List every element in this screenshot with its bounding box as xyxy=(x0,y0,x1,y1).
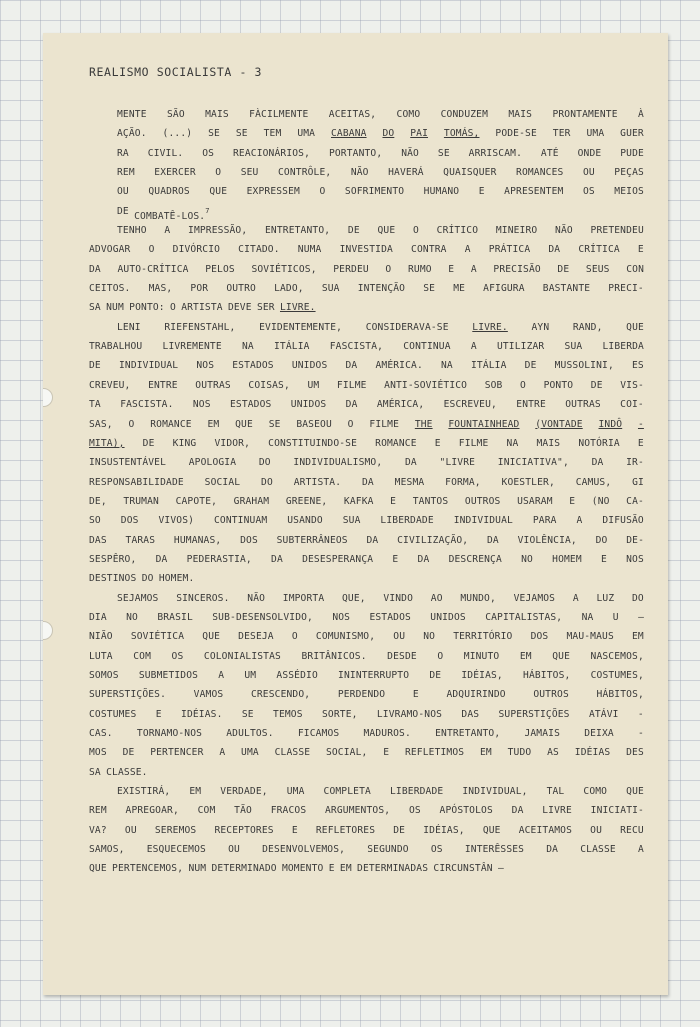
text-line: LENI RIEFENSTAHL, EVIDENTEMENTE, CONSIDERAVA-SE LIVRE. AYN RAND, QUE xyxy=(117,321,644,333)
text-line: LUTA COM OS COLONIALISTAS BRITÂNICOS. DESDE O MINUTO EM QUE NASCEMOS, xyxy=(89,650,644,662)
body-text xyxy=(89,105,644,879)
quote-line: OU QUADROS QUE EXPRESSEM O SOFRIMENTO HUMANO E APRESENTEM OS MEIOS xyxy=(117,186,644,198)
text-line: EXISTIRÁ, EM VERDADE, UMA COMPLETA LIBERDADE INDIVIDUAL, TAL COMO QUE xyxy=(117,786,644,798)
text-line: DIA NO BRASIL SUB-DESENSOLVIDO, NOS ESTADOS UNIDOS CAPITALISTAS, NA U — xyxy=(89,611,644,623)
paragraph xyxy=(89,318,644,589)
quote-line: REM EXERCER O SEU CONTRÔLE, NÃO HAVERÁ QUAISQUER ROMANCES OU PEÇAS xyxy=(117,167,644,179)
text-line: SOMOS SUBMETIDOS A UM ASSÉDIO ININTERRUPTO DE IDÉIAS, HÁBITOS, COSTUMES, xyxy=(89,669,644,681)
text-line: SAS, O ROMANCE EM QUE SE BASEOU O FILME THE FOUNTAINHEAD (VONTADE INDÔ - xyxy=(89,418,644,430)
text-line: REM APREGOAR, COM TÃO FRACOS ARGUMENTOS, OS APÓSTOLOS DA LIVRE INICIATI- xyxy=(89,805,644,817)
quote-line: MENTE SÃO MAIS FÀCILMENTE ACEITAS, COMO CONDUZEM MAIS PRONTAMENTE À xyxy=(117,109,644,120)
text-line: QUE PERTENCEMOS, NUM DETERMINADO MOMENTO E EM DETERMINADAS CIRCUNSTÂN — xyxy=(89,863,504,875)
text-line: RESPONSABILIDADE SOCIAL DO ARTISTA. DA MESMA FORMA, KOESTLER, CAMUS, GI xyxy=(89,476,644,488)
text-line: SAMOS, ESQUECEMOS OU DESENVOLVEMOS, SEGUNDO OS INTERÊSSES DA CLASSE A xyxy=(89,844,644,856)
text-line: DESTINOS DO HOMEM. xyxy=(89,573,195,585)
paragraph xyxy=(89,221,644,318)
text-line: NIÃO SOVIÉTICA QUE DESEJA O COMUNISMO, OU NO TERRITÓRIO DOS MAU-MAUS EM xyxy=(89,631,644,643)
text-line: DA AUTO-CRÍTICA PELOS SOVIÉTICOS, PERDEU O RUMO E A PRECISÃO DE SEUS CON xyxy=(89,263,644,275)
text-line: MOS DE PERTENCER A UMA CLASSE SOCIAL, E REFLETIMOS EM TUDO AS IDÉIAS DES xyxy=(89,747,644,759)
text-line: SA NUM PONTO: O ARTISTA DEVE SER LIVRE. xyxy=(89,302,316,314)
text-line: CEITOS. MAS, POR OUTRO LADO, SUA INTENÇÃO SE ME AFIGURA BASTANTE PRECI- xyxy=(89,283,644,295)
block-quote xyxy=(117,105,644,221)
text-line: ADVOGAR O DIVÓRCIO CITADO. NUMA INVESTIDA CONTRA A PRÁTICA DA CRÍTICA E xyxy=(89,244,644,256)
quote-line: RA CIVIL. OS REACIONÁRIOS, PORTANTO, NÃO SE ARRISCAM. ATÉ ONDE PUDE xyxy=(117,147,644,159)
text-line: DAS TARAS HUMANAS, DOS SUBTERRÂNEOS DA CIVILIZAÇÃO, DA VIOLÊNCIA, DO DE- xyxy=(89,534,644,546)
punch-hole-lower xyxy=(43,621,53,640)
text-line: CREVEU, ENTRE OUTRAS COISAS, UM FILME ANTI-SOVIÉTICO SOB O PONTO DE VIS- xyxy=(89,379,644,391)
text-line: TA FASCISTA. NOS ESTADOS UNIDOS DA AMÉRICA, ESCREVEU, ENTRE OUTRAS COI- xyxy=(89,399,644,411)
text-line: DE, TRUMAN CAPOTE, GRAHAM GREENE, KAFKA E TANTOS OUTROS USARAM E (NO CA- xyxy=(89,495,644,507)
text-line: MITA), DE KING VIDOR, CONSTITUINDO-SE ROMANCE E FILME NA MAIS NOTÓRIA E xyxy=(89,437,644,449)
page-header: REALISMO SOCIALISTA - 3 xyxy=(89,65,263,79)
text-line: SUPERSTIÇÕES. VAMOS CRESCENDO, PERDENDO E ADQUIRINDO OUTROS HÁBITOS, xyxy=(89,689,644,701)
quote-line: DE COMBATÊ-LOS.$^7$ xyxy=(117,205,210,222)
footnote-marker: 7 xyxy=(205,206,210,215)
typewritten-page xyxy=(43,33,668,995)
text-line: SESPÊRO, DA PEDERASTIA, DA DESESPERANÇA E DA DESCRENÇA NO HOMEM E NOS xyxy=(89,553,644,565)
text-line: TENHO A IMPRESSÃO, ENTRETANTO, DE QUE O CRÍTICO MINEIRO NÃO PRETENDEU xyxy=(117,225,644,237)
text-line: COSTUMES E IDÉIAS. SE TEMOS SORTE, LIVRAMO-NOS DAS SUPERSTIÇÕES ATÁVI - xyxy=(89,708,644,720)
quote-line: AÇÃO. (...) SE SE TEM UMA CABANA DO PAI TOMÁS, PODE-SE TER UMA GUER xyxy=(117,128,644,140)
paragraph xyxy=(89,589,644,782)
text-line: VA? OU SEREMOS RECEPTORES E REFLETORES DE IDÉIAS, QUE ACEITAMOS OU RECU xyxy=(89,824,644,836)
text-line: SEJAMOS SINCEROS. NÃO IMPORTA QUE, VINDO AO MUNDO, VEJAMOS A LUZ DO xyxy=(117,592,644,604)
text-line: INSUSTENTÁVEL APOLOGIA DO INDIVIDUALISMO, DA "LIVRE INICIATIVA", DA IR- xyxy=(89,457,644,469)
text-line: SO DOS VIVOS) CONTINUAM USANDO SUA LIBERDADE INDIVIDUAL PARA A DIFUSÃO xyxy=(89,515,644,527)
paragraph xyxy=(89,782,644,879)
punch-hole-upper xyxy=(43,388,53,407)
text-line: SA CLASSE. xyxy=(89,766,148,778)
text-line: TRABALHOU LIVREMENTE NA ITÁLIA FASCISTA, CONTINUA A UTILIZAR SUA LIBERDA xyxy=(89,341,644,353)
text-line: CAS. TORNAMO-NOS ADULTOS. FICAMOS MADUROS. ENTRETANTO, JAMAIS DEIXA - xyxy=(89,728,644,739)
text-line: DE INDIVIDUAL NOS ESTADOS UNIDOS DA AMÉRICA. NA ITÁLIA DE MUSSOLINI, ES xyxy=(89,360,644,372)
